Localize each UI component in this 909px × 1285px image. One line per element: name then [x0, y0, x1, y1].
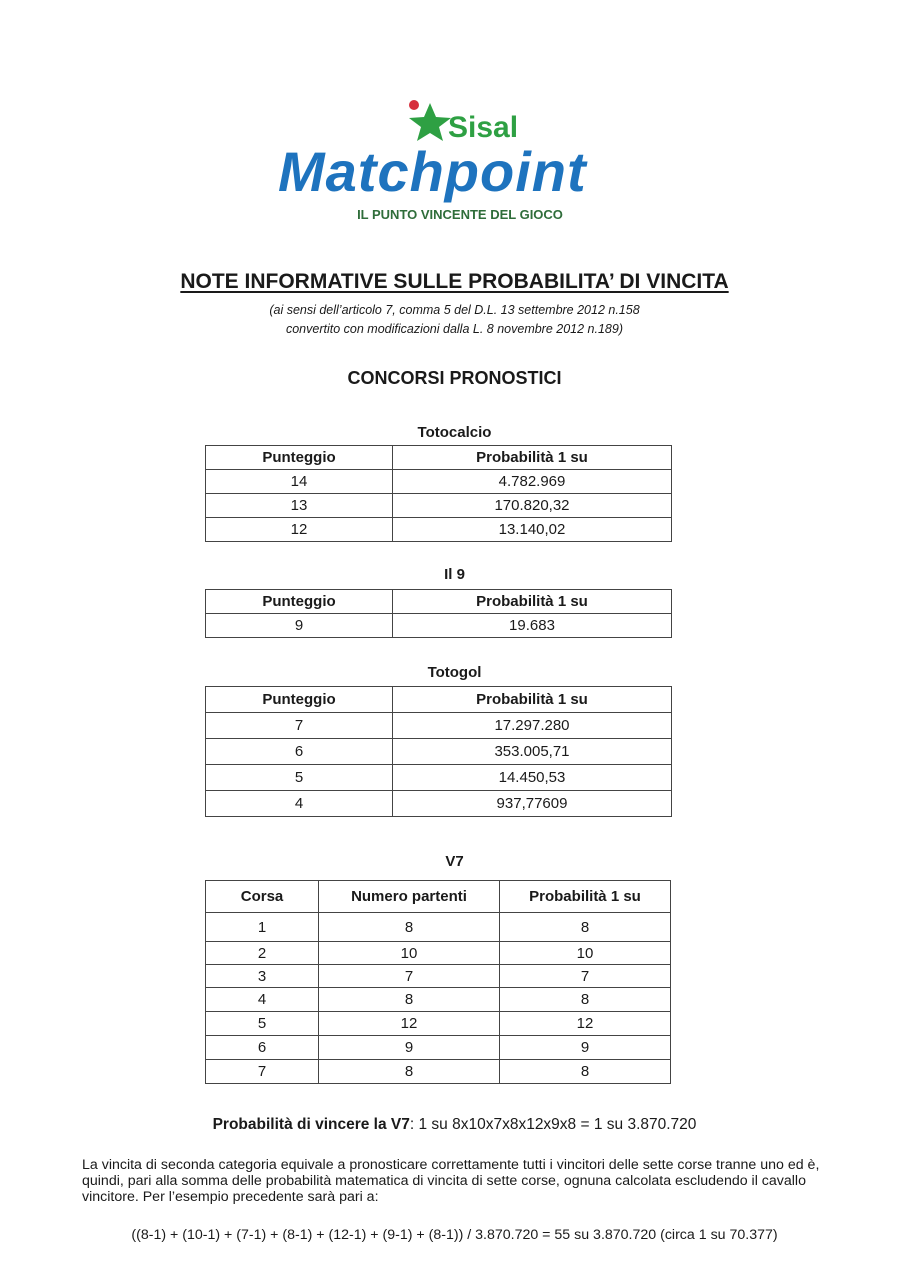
example-calculation: ((8-1) + (10-1) + (7-1) + (8-1) + (12-1) + (9-1) + (8-1)) / 3.870.720 = 55 su 3.870.720 (circa 1 su 70.377)	[131, 1227, 778, 1243]
table-row	[206, 494, 672, 518]
table-row	[206, 1012, 671, 1036]
table-row	[206, 713, 672, 739]
table-cell: 8	[500, 1060, 671, 1084]
table-cell: 10	[500, 942, 671, 965]
explanation-paragraph: La vincita di seconda categoria equivale a pronosticare correttamente tutti i vincitori delle sette corse tranne uno ed è, quindi, pari alla somma delle probabilità matematica di vincita di sette corse, ognuna calcolata escludendo il cavallo vincitore. Per l’esempio precedente sarà pari a:	[82, 1157, 820, 1205]
table-cell: 8	[500, 988, 671, 1012]
totogol-table	[205, 686, 672, 817]
page-title: NOTE INFORMATIVE SULLE PROBABILITA’ DI VINCITA	[180, 270, 729, 293]
sisal-matchpoint-logo	[270, 95, 650, 225]
table-cell: 12	[500, 1012, 671, 1036]
table-cell: 3	[206, 965, 319, 988]
section-title: CONCORSI PRONOSTICI	[347, 368, 562, 388]
table-header-row	[206, 687, 672, 713]
formula-label: Probabilità di vincere la V7	[212, 1116, 410, 1133]
table-row	[206, 614, 672, 638]
column-header: Punteggio	[206, 687, 393, 713]
table-cell: 13	[206, 494, 393, 518]
table-cell: 7	[206, 713, 393, 739]
totogol-caption: Totogol	[427, 664, 482, 681]
table-cell: 7	[206, 1060, 319, 1084]
table-cell: 12	[206, 518, 393, 542]
table-row	[206, 765, 672, 791]
il9-caption: Il 9	[444, 566, 465, 583]
v7-table	[205, 880, 671, 1084]
table-cell: 14	[206, 470, 393, 494]
v7-caption: V7	[445, 853, 464, 870]
table-cell: 12	[319, 1012, 500, 1036]
table-cell: 5	[206, 1012, 319, 1036]
table-row	[206, 470, 672, 494]
table-cell: 353.005,71	[393, 739, 672, 765]
table-row	[206, 913, 671, 942]
column-header: Punteggio	[206, 446, 393, 470]
totocalcio-caption: Totocalcio	[417, 424, 492, 441]
table-cell: 4	[206, 791, 393, 817]
column-header: Probabilità 1 su	[393, 446, 672, 470]
table-cell: 6	[206, 739, 393, 765]
table-header-row	[206, 446, 672, 470]
table-cell: 2	[206, 942, 319, 965]
il9-table	[205, 589, 672, 638]
column-header: Numero partenti	[319, 881, 500, 913]
column-header: Probabilità 1 su	[393, 687, 672, 713]
table-cell: 10	[319, 942, 500, 965]
totocalcio-table	[205, 445, 672, 542]
table-cell: 13.140,02	[393, 518, 672, 542]
formula-text: : 1 su 8x10x7x8x12x9x8 = 1 su 3.870.720	[409, 1116, 697, 1133]
table-cell: 1	[206, 913, 319, 942]
subtitle-line-1: (ai sensi dell’articolo 7, comma 5 del D.L. 13 settembre 2012 n.158	[269, 303, 640, 317]
table-row	[206, 942, 671, 965]
star-icon	[409, 100, 451, 141]
table-cell: 4.782.969	[393, 470, 672, 494]
table-cell: 6	[206, 1036, 319, 1060]
logo-tagline: IL PUNTO VINCENTE DEL GIOCO	[357, 207, 563, 222]
table-cell: 8	[319, 1060, 500, 1084]
table-row	[206, 791, 672, 817]
table-row	[206, 1036, 671, 1060]
table-cell: 7	[500, 965, 671, 988]
table-cell: 8	[319, 913, 500, 942]
table-cell: 937,77609	[393, 791, 672, 817]
column-header: Corsa	[206, 881, 319, 913]
logo-brand: Sisal	[448, 111, 519, 144]
table-cell: 4	[206, 988, 319, 1012]
table-cell: 14.450,53	[393, 765, 672, 791]
table-cell: 7	[319, 965, 500, 988]
table-row	[206, 965, 671, 988]
table-header-row	[206, 881, 671, 913]
table-cell: 9	[206, 614, 393, 638]
table-row	[206, 739, 672, 765]
column-header: Probabilità 1 su	[393, 590, 672, 614]
table-cell: 8	[500, 913, 671, 942]
logo-graphic	[270, 95, 650, 225]
logo-product: Matchpoint	[278, 140, 587, 203]
table-cell: 19.683	[393, 614, 672, 638]
table-cell: 9	[319, 1036, 500, 1060]
v7-probability-formula	[0, 1116, 909, 1134]
table-cell: 8	[319, 988, 500, 1012]
table-header-row	[206, 590, 672, 614]
subtitle-line-2: convertito con modificazioni dalla L. 8 novembre 2012 n.189)	[285, 322, 623, 336]
table-cell: 17.297.280	[393, 713, 672, 739]
table-row	[206, 518, 672, 542]
table-cell: 170.820,32	[393, 494, 672, 518]
table-row	[206, 1060, 671, 1084]
column-header: Probabilità 1 su	[500, 881, 671, 913]
table-row	[206, 988, 671, 1012]
column-header: Punteggio	[206, 590, 393, 614]
table-cell: 9	[500, 1036, 671, 1060]
table-cell: 5	[206, 765, 393, 791]
